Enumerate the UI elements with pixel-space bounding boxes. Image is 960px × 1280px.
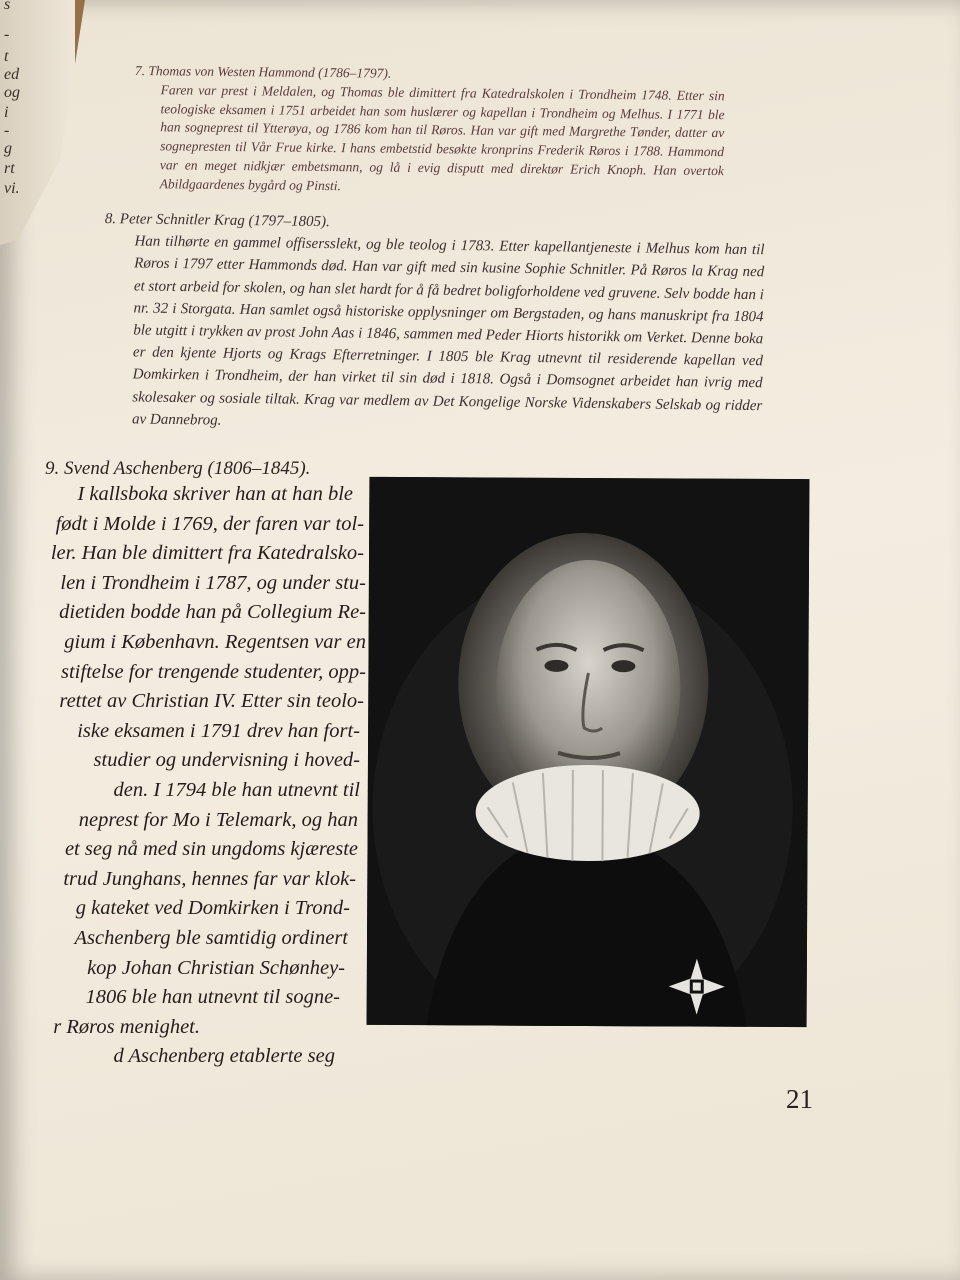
entry-hammond — [134, 62, 725, 200]
portrait-drawing — [367, 477, 810, 1027]
entry-heading: 7. Thomas von Westen Hammond (1786–1797). — [134, 62, 392, 81]
text-line: I kallsboka skriver han at han ble — [77, 483, 353, 505]
entry-aschenberg-text — [0, 480, 370, 1072]
text-line: r Røros menighet. — [53, 1015, 200, 1038]
facing-page-fragment: t — [4, 48, 9, 65]
text-line: kop Johan Christian Schønhey- — [87, 956, 345, 979]
text-line: g kateket ved Domkirken i Trond- — [75, 897, 350, 920]
page-number: 21 — [786, 1084, 813, 1114]
text-line: trud Junghans, hennes far var klok- — [63, 867, 356, 890]
text-line: dietiden bodde han på Collegium Re- — [59, 601, 366, 624]
facing-page-fragment: vi. — [4, 180, 20, 197]
facing-page-fragment: s — [4, 0, 11, 13]
facing-page-fragment: i — [4, 104, 9, 121]
facing-page-fragment: g — [4, 140, 12, 157]
portrait-image — [367, 477, 810, 1027]
text-line: rettet av Christian IV. Etter sin teolo- — [59, 690, 364, 713]
text-line: len i Trondheim i 1787, og under stu- — [60, 571, 366, 594]
facing-page-fragment: rt — [4, 160, 15, 177]
facing-page-fragment: ed — [4, 66, 20, 83]
text-line: 1806 ble han utnevnt til sogne- — [85, 986, 340, 1009]
facing-page-fragment: og — [4, 84, 20, 101]
text-line: gium i København. Regentsen var en — [64, 630, 366, 653]
entry-text: Han tilhørte en gammel offisersslekt, og ble teolog i 1783. Etter kapellantjeneste i Melhus kom han til Røros i 1797 etter Hammonds død. Han var gift med sin kusine Sophie Schnitler. På Røros la Krag ned et stort arbeid for skolen, og han slet hardt for å få bedret boligforholdene ved gruvene. Selv bodde han i nr. 32 i Storgata. Han samlet også historiske opplysninger om Bergstaden, og hans manuskript fra 1804 ble utgitt i trykken av prost John Aas i 1846, sammen med Peder Hiorts historikk om Verket. Denne boka er den kjente Hjorts og Krags Efterretninger. I 1805 ble Krag utnevnt til residerende kapellan ved Domkirken i Trondheim, der han virket til sin død i 1818. Også i Domsognet arbeidet han ivrig med skolesaker og sosiale tiltak. Krag var medlem av Det Kongelige Norske Videnskabers Selskab og ridder av Dannebrog. — [131, 233, 765, 429]
text-line: d Aschenberg etablerte seg — [113, 1045, 335, 1068]
text-line: født i Molde i 1769, der faren var tol- — [55, 512, 364, 535]
facing-page-fragment: - — [4, 122, 10, 139]
text-line: Aschenberg ble samtidig ordinert — [74, 926, 348, 949]
facing-page-fragment: - — [4, 26, 10, 43]
entry-krag — [102, 208, 765, 439]
entry-text: Faren var prest i Meldalen, og Thomas ble dimittert fra Katedralskolen i Trondheim 1748. Etter sin teologiske eksamen i 1751 arbeidet han som huslærer og kapellan i Trondheim og Melhus. I 1771 ble han sogneprest til Ytterøya, og 1786 kom han til Røros. Han var gift med Margrethe Tønder, datter av sognepresten til Vår Frue kirke. I hans embetstid besøkte kronprins Frederik Røros i 1788. Hammond var en meget nidkjær embetsmann, og lå i evig disputt med direktør Erich Knoph. Han overtok Abildgaardenes bygård og Pinsti. — [159, 82, 725, 193]
text-line: et seg nå med sin ungdoms kjæreste — [64, 838, 358, 861]
entry-heading-aschenberg: 9. Svend Aschenberg (1806–1845). — [45, 458, 311, 479]
text-line: studier og undervisning i hoved- — [93, 749, 360, 772]
text-line: ler. Han ble dimittert fra Katedralsko- — [50, 542, 364, 565]
entry-heading: 8. Peter Schnitler Krag (1797–1805). — [104, 210, 330, 231]
text-line: iske eksamen i 1791 drev han fort- — [77, 719, 360, 742]
text-line: den. I 1794 ble han utnevnt til — [113, 778, 360, 801]
text-line: neprest for Mo i Telemark, og han — [78, 808, 358, 831]
text-line: stiftelse for trengende studenter, opp- — [61, 660, 366, 683]
